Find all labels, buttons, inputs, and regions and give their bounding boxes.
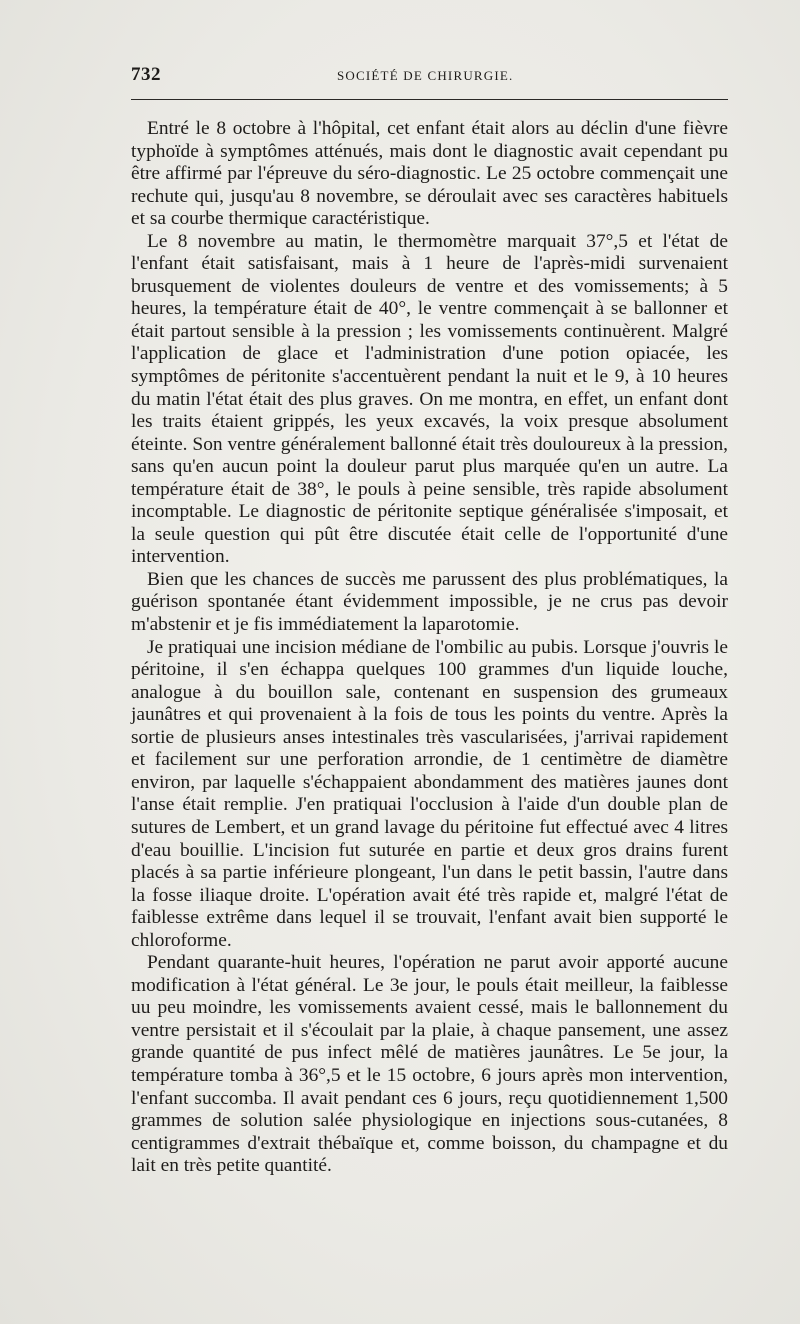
paragraph: Bien que les chances de succès me parussent des plus problématiques, la guérison spontanée étant évidemment impossible, je ne crus pas devoir m'abstenir et je fis immédiatement la laparotomie. [131, 568, 728, 636]
body-text [131, 118, 728, 1178]
paragraph: Entré le 8 octobre à l'hôpital, cet enfant était alors au déclin d'une fièvre typhoïde à symptômes atténués, mais dont le diagnostic avait cependant pu être affirmé par l'épreuve du séro-diagnostic. Le 25 octobre commençait une rechute qui, jusqu'au 8 novembre, se déroulait avec ses caractères habituels et sa courbe thermique caractéristique. [131, 118, 728, 230]
page-number: 732 [131, 64, 161, 85]
paragraph: Le 8 novembre au matin, le thermomètre marquait 37°,5 et l'état de l'enfant était satisfaisant, mais à 1 heure de l'après-midi survenaient brusquement de violentes douleurs de ventre et des vomissements; à 5 heures, la température était de 40°, le ventre commençait à se ballonner et était partout sensible à la pression ; les vomissements continuèrent. Malgré l'application de glace et l'administration d'une potion opiacée, les symptômes de péritonite s'accentuèrent pendant la nuit et le 9, à 10 heures du matin l'état était des plus graves. On me montra, en effet, un enfant dont les traits étaient grippés, les yeux excavés, la voix presque absolument éteinte. Son ventre généralement ballonné était très douloureux à la pression, sans qu'en aucun point la douleur parut plus marquée qu'en un autre. La température était de 38°, le pouls à peine sensible, très rapide absolument incomptable. Le diagnostic de péritonite septique généralisée s'imposait, et la seule question qui pût être discutée était celle de l'opportunité d'une intervention. [131, 230, 728, 568]
paragraph: Pendant quarante-huit heures, l'opération ne parut avoir apporté aucune modification à l'état général. Le 3e jour, le pouls était meilleur, la faiblesse uu peu moindre, les vomissements avaient cessé, mais le ballonnement du ventre persistait et il s'écoulait par la plaie, à chaque pansement, une assez grande quantité de pus infect mêlé de matières jaunâtres. Le 5e jour, la température tomba à 36°,5 et le 15 octobre, 6 jours après mon intervention, l'enfant succomba. Il avait pendant ces 6 jours, reçu quotidiennement 1,500 grammes de solution salée physiologique en injections sous-cutanées, 8 centigrammes d'extrait thébaïque et, comme boisson, du champagne et du lait en très petite quantité. [131, 952, 728, 1177]
header-rule [131, 99, 728, 100]
page-header [131, 64, 728, 90]
paragraph: Je pratiquai une incision médiane de l'ombilic au pubis. Lorsque j'ouvris le péritoine, il s'en échappa quelques 100 grammes d'un liquide louche, analogue à du bouillon sale, contenant en suspension des grumeaux jaunâtres et qui provenaient à la fois de tous les points du ventre. Après la sortie de plusieurs anses intestinales très vascularisées, j'arrivai rapidement et facilement sur une perforation arrondie, de 1 centimètre de diamètre environ, par laquelle s'échappaient abondamment des matières jaunes dont l'anse était remplie. J'en pratiquai l'occlusion à l'aide d'un double plan de sutures de Lembert, et un grand lavage du péritoine fut effectué avec 4 litres d'eau bouillie. L'incision fut suturée en partie et deux gros drains furent placés à sa partie inférieure plongeant, l'un dans le petit bassin, l'autre dans la fosse iliaque droite. L'opération avait été très rapide et, malgré l'état de faiblesse extrême dans lequel il se trouvait, l'enfant avait bien supporté le chloroforme. [131, 636, 728, 951]
running-head: SOCIÉTÉ DE CHIRURGIE. [337, 68, 514, 83]
